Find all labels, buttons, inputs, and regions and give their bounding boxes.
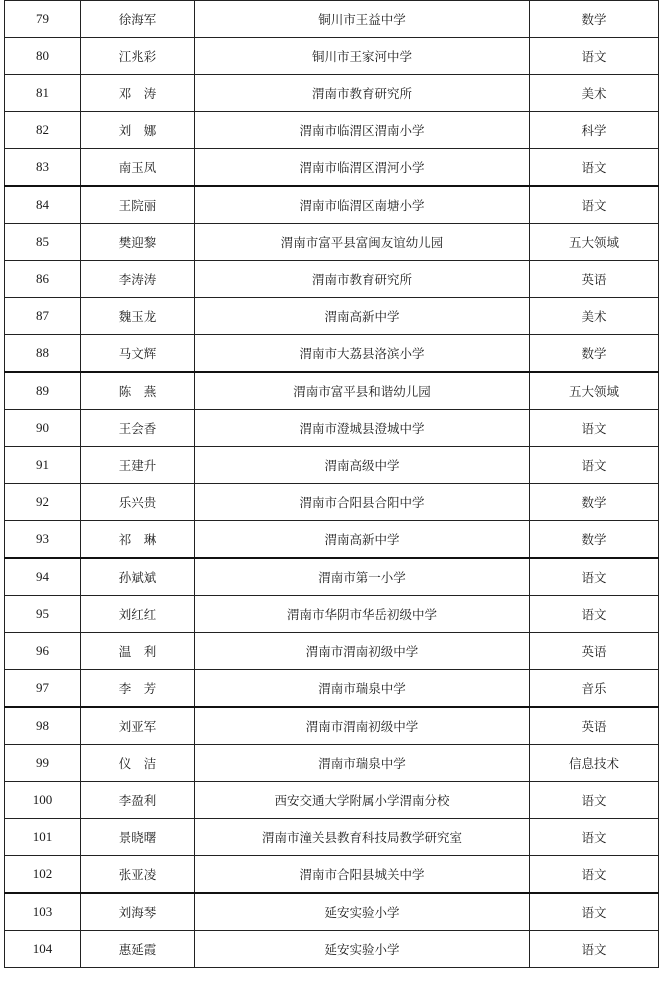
school-name: 铜川市王家河中学 — [195, 38, 530, 75]
row-number: 91 — [5, 447, 81, 484]
row-number: 87 — [5, 298, 81, 335]
table-row — [5, 596, 659, 633]
school-name: 渭南市华阴市华岳初级中学 — [195, 596, 530, 633]
row-number: 104 — [5, 931, 81, 968]
subject: 语文 — [530, 596, 659, 633]
table-row — [5, 521, 659, 559]
row-number: 88 — [5, 335, 81, 373]
row-number: 99 — [5, 745, 81, 782]
subject: 语文 — [530, 819, 659, 856]
school-name: 渭南市第一小学 — [195, 558, 530, 596]
subject: 语文 — [530, 782, 659, 819]
person-name: 邓 涛 — [81, 75, 195, 112]
person-name: 南玉凤 — [81, 149, 195, 187]
school-name: 渭南市临渭区南塘小学 — [195, 186, 530, 224]
table-row — [5, 298, 659, 335]
school-name: 渭南市教育研究所 — [195, 75, 530, 112]
table-row — [5, 707, 659, 745]
subject: 五大领域 — [530, 224, 659, 261]
school-name: 渭南市瑞泉中学 — [195, 745, 530, 782]
roster-table — [4, 0, 659, 968]
subject: 数学 — [530, 521, 659, 559]
school-name: 渭南市潼关县教育科技局教学研究室 — [195, 819, 530, 856]
person-name: 王建升 — [81, 447, 195, 484]
row-number: 84 — [5, 186, 81, 224]
table-row — [5, 410, 659, 447]
row-number: 98 — [5, 707, 81, 745]
subject: 五大领域 — [530, 372, 659, 410]
school-name: 渭南市合阳县城关中学 — [195, 856, 530, 894]
row-number: 94 — [5, 558, 81, 596]
subject: 语文 — [530, 38, 659, 75]
subject: 英语 — [530, 707, 659, 745]
subject: 语文 — [530, 447, 659, 484]
school-name: 渭南市富平县富闽友谊幼儿园 — [195, 224, 530, 261]
subject: 语文 — [530, 931, 659, 968]
school-name: 渭南市渭南初级中学 — [195, 707, 530, 745]
school-name: 渭南市澄城县澄城中学 — [195, 410, 530, 447]
row-number: 96 — [5, 633, 81, 670]
table-row — [5, 38, 659, 75]
row-number: 90 — [5, 410, 81, 447]
school-name: 渭南市教育研究所 — [195, 261, 530, 298]
subject: 数学 — [530, 335, 659, 373]
table-row — [5, 335, 659, 373]
table-row — [5, 670, 659, 708]
person-name: 陈 燕 — [81, 372, 195, 410]
subject: 英语 — [530, 633, 659, 670]
table-row — [5, 224, 659, 261]
row-number: 89 — [5, 372, 81, 410]
person-name: 刘亚军 — [81, 707, 195, 745]
school-name: 铜川市王益中学 — [195, 1, 530, 38]
subject: 语文 — [530, 149, 659, 187]
school-name: 延安实验小学 — [195, 893, 530, 931]
person-name: 惠延霞 — [81, 931, 195, 968]
school-name: 渭南市大荔县洛滨小学 — [195, 335, 530, 373]
person-name: 李 芳 — [81, 670, 195, 708]
person-name: 张亚凌 — [81, 856, 195, 894]
person-name: 刘红红 — [81, 596, 195, 633]
table-row — [5, 931, 659, 968]
subject: 语文 — [530, 558, 659, 596]
subject: 科学 — [530, 112, 659, 149]
row-number: 86 — [5, 261, 81, 298]
table-row — [5, 447, 659, 484]
table-row — [5, 819, 659, 856]
row-number: 80 — [5, 38, 81, 75]
table-row — [5, 186, 659, 224]
person-name: 樊迎黎 — [81, 224, 195, 261]
subject: 语文 — [530, 893, 659, 931]
table-row — [5, 149, 659, 187]
person-name: 王院丽 — [81, 186, 195, 224]
school-name: 渭南市渭南初级中学 — [195, 633, 530, 670]
row-number: 97 — [5, 670, 81, 708]
school-name: 渭南高新中学 — [195, 298, 530, 335]
table-row — [5, 558, 659, 596]
school-name: 渭南市临渭区渭河小学 — [195, 149, 530, 187]
row-number: 93 — [5, 521, 81, 559]
row-number: 83 — [5, 149, 81, 187]
table-row — [5, 112, 659, 149]
table-row — [5, 261, 659, 298]
school-name: 渭南市合阳县合阳中学 — [195, 484, 530, 521]
school-name: 渭南市瑞泉中学 — [195, 670, 530, 708]
subject: 数学 — [530, 484, 659, 521]
row-number: 82 — [5, 112, 81, 149]
person-name: 刘 娜 — [81, 112, 195, 149]
school-name: 西安交通大学附属小学渭南分校 — [195, 782, 530, 819]
table-row — [5, 782, 659, 819]
person-name: 江兆彩 — [81, 38, 195, 75]
person-name: 孙斌斌 — [81, 558, 195, 596]
person-name: 李盈利 — [81, 782, 195, 819]
table-row — [5, 745, 659, 782]
person-name: 景晓曙 — [81, 819, 195, 856]
person-name: 仪 洁 — [81, 745, 195, 782]
table-row — [5, 484, 659, 521]
school-name: 渭南市富平县和谐幼儿园 — [195, 372, 530, 410]
subject: 数学 — [530, 1, 659, 38]
row-number: 103 — [5, 893, 81, 931]
table-row — [5, 372, 659, 410]
row-number: 101 — [5, 819, 81, 856]
subject: 音乐 — [530, 670, 659, 708]
table-row — [5, 633, 659, 670]
person-name: 乐兴贵 — [81, 484, 195, 521]
row-number: 100 — [5, 782, 81, 819]
school-name: 渭南高新中学 — [195, 521, 530, 559]
person-name: 李涛涛 — [81, 261, 195, 298]
row-number: 81 — [5, 75, 81, 112]
school-name: 渭南市临渭区渭南小学 — [195, 112, 530, 149]
subject: 美术 — [530, 298, 659, 335]
subject: 语文 — [530, 856, 659, 894]
table-row — [5, 893, 659, 931]
subject: 英语 — [530, 261, 659, 298]
row-number: 102 — [5, 856, 81, 894]
subject: 信息技术 — [530, 745, 659, 782]
person-name: 祁 琳 — [81, 521, 195, 559]
person-name: 魏玉龙 — [81, 298, 195, 335]
table-row — [5, 75, 659, 112]
row-number: 85 — [5, 224, 81, 261]
table-row — [5, 1, 659, 38]
subject: 语文 — [530, 410, 659, 447]
row-number: 79 — [5, 1, 81, 38]
person-name: 刘海琴 — [81, 893, 195, 931]
person-name: 徐海军 — [81, 1, 195, 38]
row-number: 92 — [5, 484, 81, 521]
subject: 美术 — [530, 75, 659, 112]
person-name: 马文辉 — [81, 335, 195, 373]
roster-table-body — [5, 1, 659, 968]
school-name: 延安实验小学 — [195, 931, 530, 968]
school-name: 渭南高级中学 — [195, 447, 530, 484]
person-name: 王会香 — [81, 410, 195, 447]
table-row — [5, 856, 659, 894]
row-number: 95 — [5, 596, 81, 633]
person-name: 温 利 — [81, 633, 195, 670]
subject: 语文 — [530, 186, 659, 224]
